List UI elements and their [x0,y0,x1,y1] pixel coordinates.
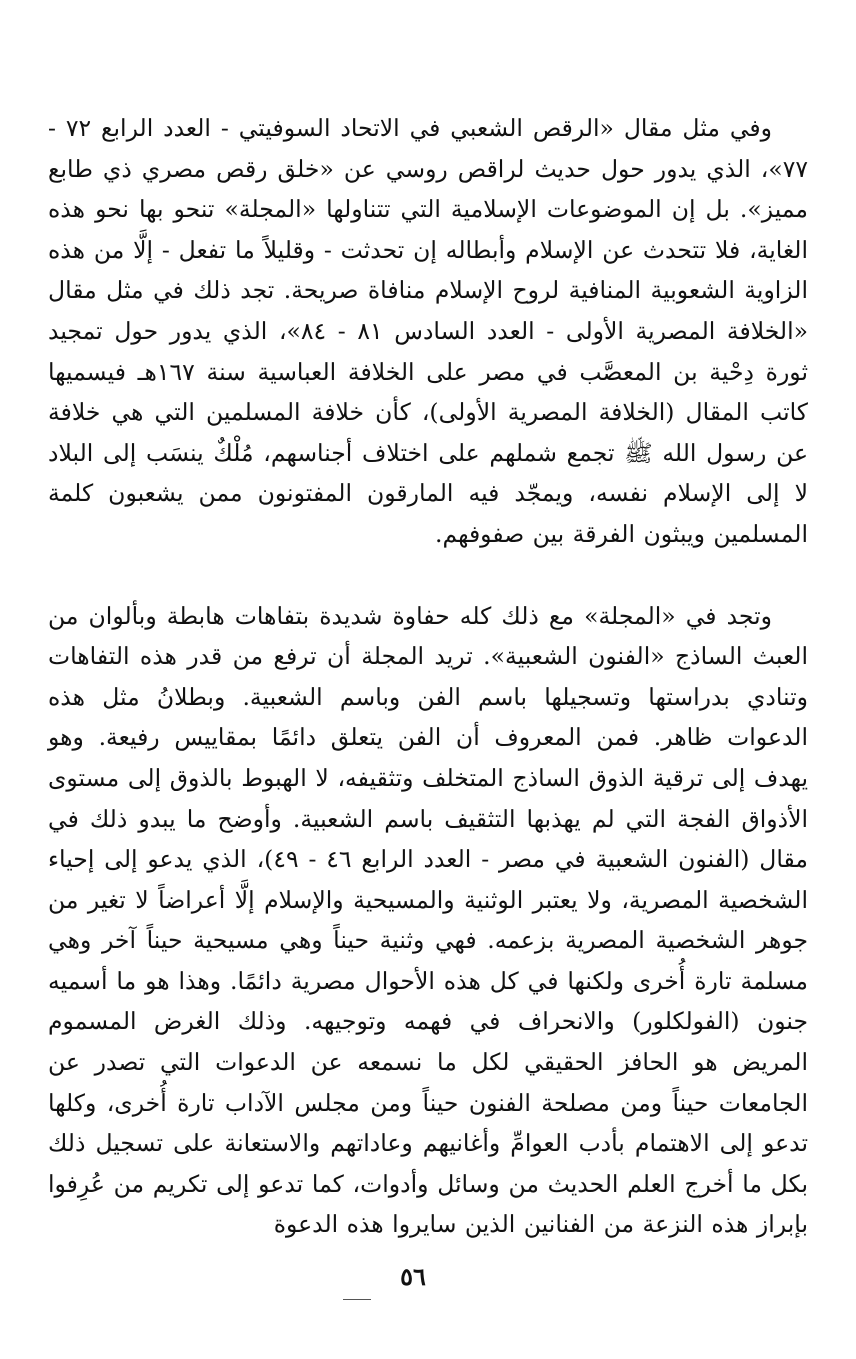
page-number-text: ٥٦ [400,1262,426,1291]
page-number-underline [343,1299,371,1300]
page-body [48,108,808,1245]
paragraph-1: وفي مثل مقال «الرقص الشعبي في الاتحاد السوفيتي - العدد الرابع ٧٢ - ٧٧»، الذي يدور حول حديث لراقص روسي عن «خلق رقص مصري ذي طابع مميز». بل إن الموضوعات الإسلامية التي تتناولها «المجلة» تنحو بها نحو هذه الغاية، فلا تتحدث عن الإسلام وأبطاله إن تحدثت - وقليلاً ما تفعل - إلَّا من هذه الزاوية الشعوبية المنافية لروح الإسلام منافاة صريحة. تجد ذلك في مثل مقال «الخلافة المصرية الأولى - العدد السادس ٨١ - ٨٤»، الذي يدور حول تمجيد ثورة دِحْية بن المعصَّب في مصر على الخلافة العباسية سنة ١٦٧هـ فيسميها كاتب المقال (الخلافة المصرية الأولى)، كأن خلافة المسلمين التي هي خلافة عن رسول الله ﷺ تجمع شملهم على اختلاف أجناسهم، مُلْكٌ ينسَب إلى البلاد لا إلى الإسلام نفسه، ويمجّد فيه المارقون المفتونون ممن يشعبون كلمة المسلمين ويبثون الفرقة بين صفوفهم. [48,114,808,548]
paragraph-2: وتجد في «المجلة» مع ذلك كله حفاوة شديدة بتفاهات هابطة وبألوان من العبث الساذج «الفنون الشعبية». تريد المجلة أن ترفع من قدر هذه التفاهات وتنادي بدراستها وتسجيلها باسم الفن وباسم الشعبية. وبطلانُ مثل هذه الدعوات ظاهر. فمن المعروف أن الفن يتعلق دائمًا بمقاييس رفيعة. وهو يهدف إلى ترقية الذوق الساذج المتخلف وتثقيفه، لا الهبوط بالذوق إلى مستوى الأذواق الفجة التي لم يهذبها التثقيف باسم الشعبية. وأوضح ما يبدو ذلك في مقال (الفنون الشعبية في مصر - العدد الرابع ٤٦ - ٤٩)، الذي يدعو إلى إحياء الشخصية المصرية، ولا يعتبر الوثنية والمسيحية والإسلام إلَّا أعراضاً لا تغير من جوهر الشخصية المصرية بزعمه. فهي وثنية حيناً وهي مسيحية حيناً آخر وهي مسلمة تارة أُخرى ولكنها في كل هذه الأحوال مصرية دائمًا. وهذا هو ما أسميه جنون (الفولكلور) والانحراف في فهمه وتوجيهه. وذلك الغرض المسموم المريض هو الحافز الحقيقي لكل ما نسمعه عن الدعوات التي تصدر عن الجامعات حيناً ومن مصلحة الفنون حيناً ومن مجلس الآداب تارة أُخرى، وكلها تدعو إلى الاهتمام بأدب العوامِّ وأغانيهم وعاداتهم والاستعانة على تسجيل ذلك بكل ما أخرج العلم الحديث من وسائل وأدوات، كما تدعو إلى تكريم من عُرِفوا بإبراز هذه النزعة من الفنانين الذين سايروا هذه الدعوة [48,601,808,1239]
page-number [0,1262,856,1291]
